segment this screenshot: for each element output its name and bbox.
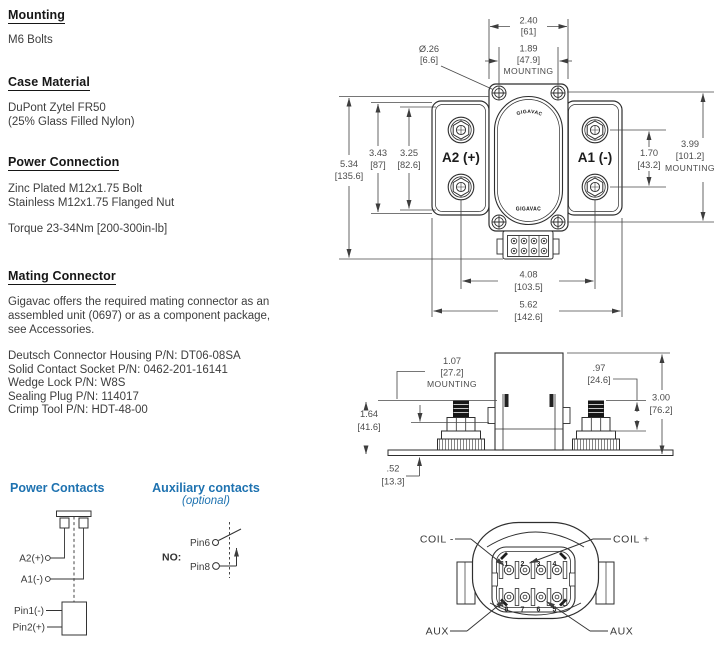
section-heading-mating-connector: Mating Connector xyxy=(8,269,116,283)
label-coil-minus: COIL - xyxy=(419,533,454,546)
dim-side-height-in: 3.00 xyxy=(651,392,671,403)
power-connection-line2: Stainless M12x1.75 Flanged Nut xyxy=(8,197,175,209)
dim-w1-mm: [103.5] xyxy=(514,282,543,292)
label-pin2: Pin2(+) xyxy=(12,622,45,634)
dim-body-width-in: 2.40 xyxy=(519,15,538,26)
connector-stub xyxy=(497,231,559,259)
power-contacts-title: Power Contacts xyxy=(10,481,105,495)
label-a2: A2(+) xyxy=(19,553,44,565)
dim-term-height-mm: [41.6] xyxy=(357,422,381,432)
mating-para-line2: assembled unit (0697) or as a component package, xyxy=(8,310,271,322)
dim-side-mount-in: 1.07 xyxy=(442,356,462,366)
pn-crimp-tool: Crimp Tool P/N: HDT-48-00 xyxy=(8,404,148,417)
label-aux-right: AUX xyxy=(610,625,634,638)
dim-mount-v-mm: [101.2] xyxy=(675,151,705,161)
a1-terminal-node xyxy=(45,577,50,582)
label-aux-left: AUX xyxy=(425,625,449,638)
terminal-label-a2: A2 (+) xyxy=(442,150,480,165)
pin-number-1: 1 xyxy=(504,561,509,568)
dim-stud-in: .97 xyxy=(592,363,606,373)
section-heading-power-connection: Power Connection xyxy=(8,155,120,169)
pn-wedge-lock: Wedge Lock P/N: W8S xyxy=(8,377,126,390)
top-view-drawing xyxy=(432,84,622,259)
dim-body-width-mm: [61] xyxy=(520,26,537,37)
dim-pitch-mm: [43.2] xyxy=(637,160,661,170)
dim-h2-in: 3.25 xyxy=(399,148,419,158)
dim-base-mm: [13.3] xyxy=(381,476,405,487)
terminal-a1-top xyxy=(582,117,608,143)
pin-number-7: 7 xyxy=(520,606,525,614)
fixed-contact-right xyxy=(79,518,88,528)
dim-height-in: 5.34 xyxy=(339,159,359,169)
dim-side-mount-mm: [27.2] xyxy=(440,367,464,378)
section-heading-mounting: Mounting xyxy=(8,8,66,22)
case-material-line2: (25% Glass Filled Nylon) xyxy=(8,116,135,128)
pn-socket: Solid Contact Socket P/N: 0462-201-16141 xyxy=(8,363,228,376)
label-no: NO: xyxy=(162,551,182,564)
dim-h1-in: 3.43 xyxy=(368,148,388,158)
dim-hole-mm: [6.6] xyxy=(419,55,439,65)
coil-box xyxy=(62,602,87,635)
pin-number-8: 8 xyxy=(504,606,509,614)
pin-number-4: 4 xyxy=(552,561,557,568)
pin6-node xyxy=(213,540,219,546)
dim-term-height-in: 1.64 xyxy=(359,409,379,419)
torque-spec: Torque 23-34Nm [200-300in-lb] xyxy=(8,223,168,235)
stud-terminal-right xyxy=(573,401,620,451)
dim-hole-in: Ø.26 xyxy=(418,44,440,54)
label-pin6: Pin6 xyxy=(189,538,210,549)
aux-contacts-title: Auxiliary contacts xyxy=(152,481,260,495)
case-block xyxy=(488,353,570,450)
base-plate xyxy=(388,450,673,456)
dim-mount-h-note: MOUNTING xyxy=(503,66,554,76)
aux-contacts-schematic xyxy=(162,522,241,578)
power-contacts-schematic xyxy=(12,511,91,635)
pin-number-5: 5 xyxy=(552,606,557,614)
a2-terminal-node xyxy=(45,556,50,561)
contact-plate xyxy=(57,511,92,517)
dim-side-height-mm: [76.2] xyxy=(649,405,673,415)
aux-contacts-subtitle: (optional) xyxy=(182,495,230,507)
pin-number-3: 3 xyxy=(536,561,541,568)
label-a1: A1(-) xyxy=(20,574,43,586)
label-pin8: Pin8 xyxy=(189,562,210,573)
dim-stud-mm: [24.6] xyxy=(587,375,611,385)
pin-number-6: 6 xyxy=(536,606,541,614)
dim-mount-v-in: 3.99 xyxy=(680,139,700,149)
terminal-a1-bottom xyxy=(582,174,608,200)
dim-height-mm: [135.6] xyxy=(334,171,364,181)
dim-base-in: .52 xyxy=(386,463,400,474)
mounting-body: M6 Bolts xyxy=(8,34,53,46)
dim-w1-in: 4.08 xyxy=(519,269,538,280)
dim-pitch-in: 1.70 xyxy=(639,148,659,158)
dim-h1-mm: [87] xyxy=(370,160,386,170)
pin8-node xyxy=(213,563,220,570)
dim-mount-h-in: 1.89 xyxy=(519,43,538,54)
pin-number-2: 2 xyxy=(520,561,525,568)
case-material-line1: DuPont Zytel FR50 xyxy=(8,102,106,114)
dim-h2-mm: [82.6] xyxy=(397,160,421,170)
power-connection-line1: Zinc Plated M12x1.75 Bolt xyxy=(8,183,143,195)
pn-sealing-plug: Sealing Plug P/N: 114017 xyxy=(8,390,139,403)
terminal-a2-bottom xyxy=(448,174,474,200)
terminal-label-a1: A1 (-) xyxy=(577,150,613,165)
fixed-contact-left xyxy=(60,518,69,528)
stud-terminal-left xyxy=(438,401,485,451)
brand-logo-bottom: GIGAVAC xyxy=(515,206,542,213)
section-heading-case-material: Case Material xyxy=(8,75,90,89)
side-view-drawing xyxy=(388,353,673,456)
dim-w2-mm: [142.6] xyxy=(514,312,543,322)
connector-face-view xyxy=(420,523,650,638)
pn-housing: Deutsch Connector Housing P/N: DT06-08SA xyxy=(8,350,241,362)
dim-mount-v-note: MOUNTING xyxy=(665,163,715,173)
label-coil-plus: COIL + xyxy=(613,533,650,546)
dim-mount-h-mm: [47.9] xyxy=(516,55,541,65)
mating-para-line3: see Accessories. xyxy=(8,324,95,336)
dim-w2-in: 5.62 xyxy=(519,299,538,310)
mating-para-line1: Gigavac offers the required mating connector as an xyxy=(8,296,270,308)
brand-logo-top: GIGAVAC xyxy=(515,108,544,118)
dim-side-mount-note: MOUNTING xyxy=(427,379,477,389)
terminal-a2-top xyxy=(448,117,474,143)
label-pin1: Pin1(-) xyxy=(13,606,44,617)
